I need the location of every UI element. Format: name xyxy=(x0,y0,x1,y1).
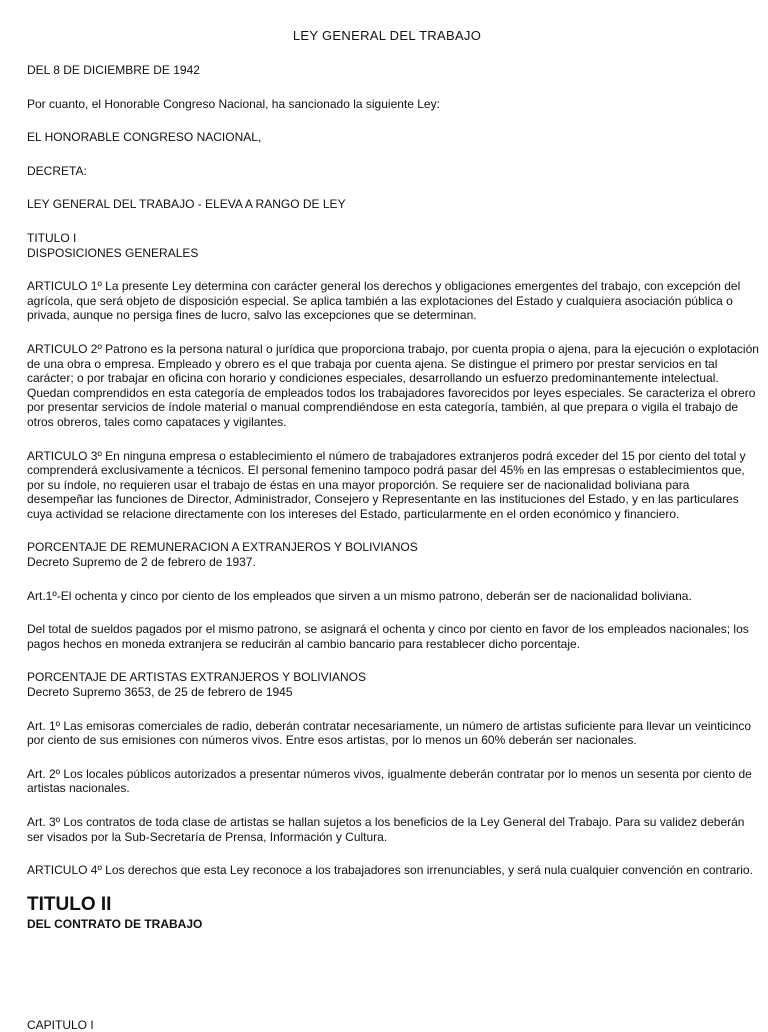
titulo-ii-subheading: DEL CONTRATO DE TRABAJO xyxy=(27,916,203,931)
capitulo-heading: CAPITULO I xyxy=(27,1018,94,1032)
titulo-ii-heading: TITULO II xyxy=(27,893,112,915)
article-1: ARTICULO 1º La presente Ley determina con carácter general los derechos y obligaciones emergentes del trabajo, con excepción del agrícola, que será objeto de disposición especial. Se aplica también a las explotaciones del Estado y cualquiera asociación pública o privada, aunque no persiga fines de lucro, salvo las excepciones que se determinan. xyxy=(27,279,741,323)
article-4: ARTICULO 4º Los derechos que esta Ley reconoce a los trabajadores son irrenunciables, y será nula cualquier convención en contrario. xyxy=(27,863,753,878)
porcentaje-artistas-heading: PORCENTAJE DE ARTISTAS EXTRANJEROS Y BOLIVIANOS xyxy=(27,670,366,685)
porcentaje-remuneracion-heading: PORCENTAJE DE REMUNERACION A EXTRANJEROS Y BOLIVIANOS xyxy=(27,540,418,555)
decreto-1937-line: Decreto Supremo de 2 de febrero de 1937. xyxy=(27,555,256,570)
art1-emisoras-paragraph: Art. 1º Las emisoras comerciales de radio, deberán contratar necesariamente, un número de artistas suficiente para llevar un veinticinco por ciento de sus emisiones con números vivos. Entre esos artistas, por lo menos un 60% deberán ser nacionales. xyxy=(27,718,752,748)
titulo-i-heading: TITULO I xyxy=(27,230,77,245)
article-3: ARTICULO 3º En ninguna empresa o establecimiento el número de trabajadores extranjeros podrá exceder del 15 por ciento del total y comprenderá exclusivamente a técnicos. El personal femenino tampoco podrá pasar del 45% en las empresas o establecimientos que, por su índole, no requieren usar el trabajo de éstas en una mayor proporción. Se requiere ser de nacionalidad boliviana para desempeñar las funciones de Director, Administrador, Consejero y Representante en las instituciones del Estado, y en las particulares cuya actividad se relacione directamente con los intereses del Estado, particularmente en el orden económico y financiero. xyxy=(27,448,746,521)
del-total-paragraph: Del total de sueldos pagados por el mismo patrono, se asignará el ochenta y cinco por ciento en favor de los empleados nacionales; los pagos hechos en moneda extranjera se reducirán al cambio bancario para restablecer dicho porcentaje. xyxy=(27,622,749,651)
art1-ochenta-paragraph: Art.1º-El ochenta y cinco por ciento de los empleados que sirven a un mismo patrono, deberán ser de nacionalidad boliviana. xyxy=(27,588,692,603)
decreta-line: DECRETA: xyxy=(27,163,87,178)
congreso-line: EL HONORABLE CONGRESO NACIONAL, xyxy=(27,130,262,145)
eleva-line: LEY GENERAL DEL TRABAJO - ELEVA A RANGO DE LEY xyxy=(27,197,346,212)
por-cuanto-paragraph: Por cuanto, el Honorable Congreso Nacional, ha sancionado la siguiente Ley: xyxy=(27,96,440,111)
date-line: DEL 8 DE DICIEMBRE DE 1942 xyxy=(27,63,200,77)
art3-contratos-paragraph: Art. 3º Los contratos de toda clase de artistas se hallan sujetos a los beneficios de la Ley General del Trabajo. Para su validez deberán ser visados por la Sub-Secretaría de Prensa, Información y Cultura. xyxy=(27,815,745,844)
titulo-i-subheading: DISPOSICIONES GENERALES xyxy=(27,245,199,260)
art2-locales-paragraph: Art. 2º Los locales públicos autorizados a presentar números vivos, igualmente deberán contratar por lo menos un sesenta por ciento de artistas nacionales. xyxy=(27,766,752,796)
document-title: LEY GENERAL DEL TRABAJO xyxy=(292,28,482,43)
decreto-3653-line: Decreto Supremo 3653, de 25 de febrero de 1945 xyxy=(27,685,293,700)
article-2: ARTICULO 2º Patrono es la persona natural o jurídica que proporciona trabajo, por cuenta propia o ajena, para la ejecución o explotación de una obra o empresa. Empleado y obrero es el que trabaja por cuenta ajena. Se distingue el primero por prestar servicios en tal carácter; o por trabajar en oficina con horario y condiciones especiales, desarrollando un esfuerzo predominantemente intelectual. Quedan comprendidos en esta categoría de empleados todos los trabajadores favorecidos por leyes especiales. Se caracteriza el obrero por presentar servicios de índole material o manual comprendiéndose en esta categoría, también, al que prepara o vigila el trabajo de otros obreros, tales como capataces y vigilantes. xyxy=(27,341,759,429)
document-page xyxy=(27,0,759,931)
